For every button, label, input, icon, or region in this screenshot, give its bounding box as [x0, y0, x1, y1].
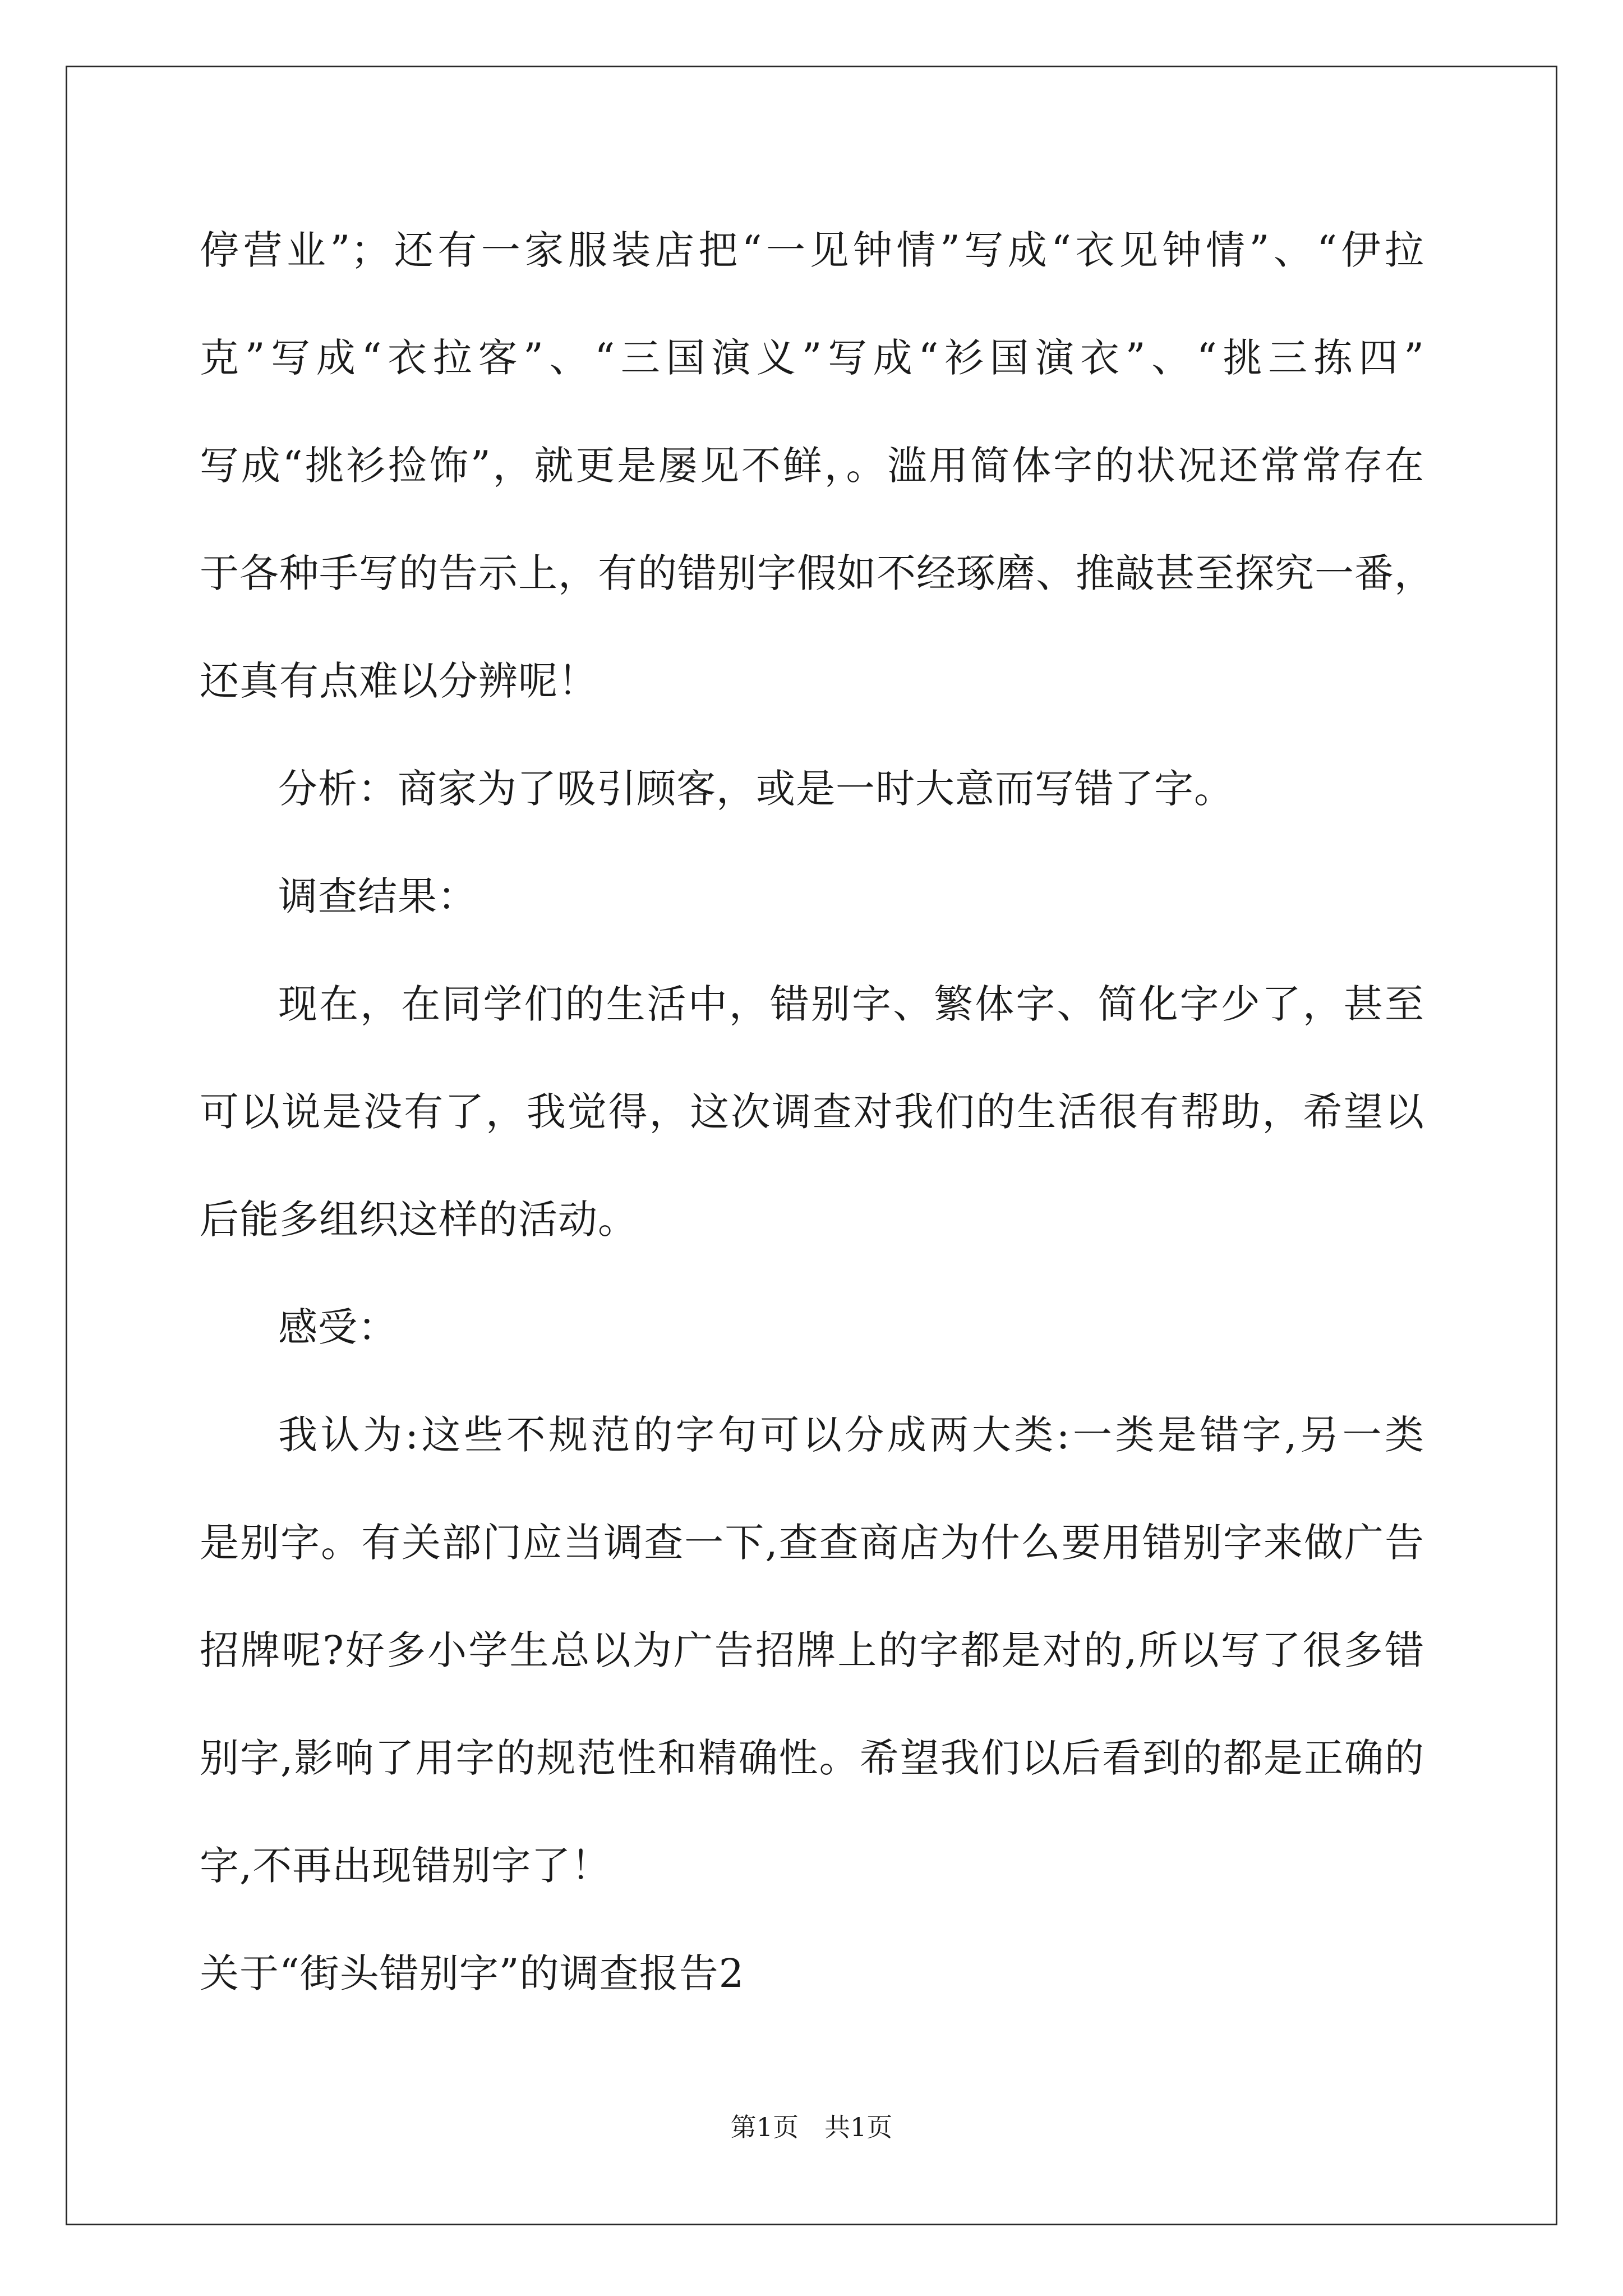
body-line-2: 克”写成“衣拉客”、“三国演义”写成“衫国演衣”、“挑三拣四” [200, 335, 1424, 381]
feelings-line-3: 招牌呢?好多小学生总以为广告招牌上的字都是对的,所以写了很多错 [200, 1627, 1424, 1673]
results-heading: 调查结果： [278, 873, 477, 919]
feelings-line-5: 字,不再出现错别字了！ [200, 1843, 611, 1889]
feelings-line-4: 别字,影响了用字的规范性和精确性。希望我们以后看到的都是正确的 [200, 1735, 1424, 1781]
body-line-1: 停营业”；还有一家服装店把“一见钟情”写成“衣见钟情”、“伊拉 [200, 227, 1424, 273]
body-line-3: 写成“挑衫捡饰”，就更是屡见不鲜，。滥用简体字的状况还常常存在 [200, 443, 1424, 489]
section-title: 关于“街头错别字”的调查报告2 [200, 1950, 745, 1996]
page-border [66, 66, 1557, 2225]
body-line-5: 还真有点难以分辨呢！ [200, 658, 598, 704]
results-line-3: 后能多组织这样的活动。 [200, 1197, 638, 1243]
page-footer: 第1页 共1页 [730, 2112, 893, 2142]
results-line-2: 可以说是没有了，我觉得，这次调查对我们的生活很有帮助，希望以 [200, 1089, 1424, 1135]
feelings-line-2: 是别字。有关部门应当调查一下,查查商店为什么要用错别字来做广告 [200, 1520, 1424, 1566]
feelings-line-1: 我认为:这些不规范的字句可以分成两大类:一类是错字,另一类 [278, 1412, 1424, 1458]
body-line-4: 于各种手写的告示上，有的错别字假如不经琢磨、推敲甚至探究一番， [200, 550, 1434, 596]
feelings-heading: 感受： [278, 1304, 398, 1350]
results-line-1: 现在，在同学们的生活中，错别字、繁体字、简化字少了，甚至 [278, 981, 1424, 1027]
analysis-paragraph: 分析：商家为了吸引顾客，或是一时大意而写错了字。 [278, 766, 1234, 812]
